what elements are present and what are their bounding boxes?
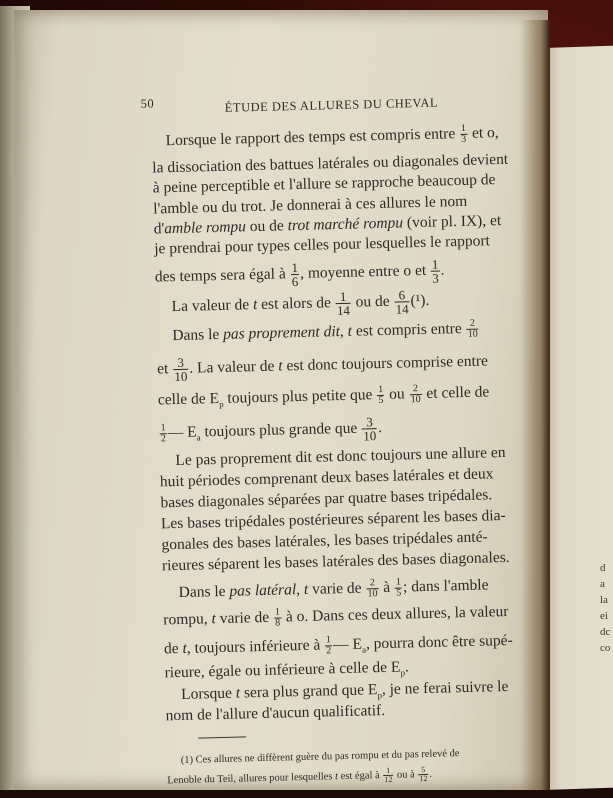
fraction: $\frac{1}{5}$ bbox=[395, 576, 402, 599]
text-line: de t, toujours inférieure à $\frac{1}{2}$ — $E_a$, pourra donc être supé- bbox=[163, 631, 513, 658]
text-line: Les bases tripédales postérieures séparent les bases dia- bbox=[160, 506, 506, 533]
text-line: Lorsque t sera plus grand que $E_p$, je ne ferai suivre le bbox=[180, 677, 509, 703]
fraction: $\frac{1}{3}$ bbox=[460, 122, 467, 145]
fraction: $\frac{3}{10}$ bbox=[174, 354, 188, 385]
text-line: rompu, t varie de $\frac{1}{8}$ à o. Dans ces deux allures, la valeur bbox=[163, 603, 509, 629]
text-line: à peine perceptible et l'allure se rapproche beaucoup de bbox=[152, 171, 496, 197]
fraction: $\frac{2}{10}$ bbox=[367, 577, 378, 600]
fraction: $\frac{1}{14}$ bbox=[336, 288, 351, 319]
text-line: d'amble rompu ou de trot marché rompu (voir pl. IX), et bbox=[153, 212, 502, 238]
fraction: $\frac{1}{5}$ bbox=[378, 383, 384, 407]
page-number: 50 bbox=[140, 96, 155, 111]
footnote-line: Lenoble du Teil, allures pour lesquelles t est égal à $\frac{1}{12}$ ou à $\frac{5}{12}$ . bbox=[167, 765, 433, 787]
text-line: La valeur de t est alors de $\frac{1}{14}$ ou de $\frac{6}{14}$ (¹). bbox=[171, 287, 430, 319]
facing-fragment: ei bbox=[600, 610, 608, 622]
fraction: $\frac{1}{3}$ bbox=[431, 256, 439, 286]
text-line: Lorsque le rapport des temps est compris entre $\frac{1}{3}$ et o, bbox=[165, 122, 499, 150]
text-line: gonales des bases latérales, les bases tripédales anté- bbox=[161, 528, 488, 554]
text-line: des temps sera égal à $\frac{1}{6}$ , moyenne entre o et $\frac{1}{3}$ . bbox=[154, 256, 445, 290]
fraction: $\frac{1}{6}$ bbox=[291, 259, 299, 290]
fraction: $\frac{2}{10}$ bbox=[467, 317, 478, 340]
text-line: la dissociation des battues latérales ou diagonales devient bbox=[152, 150, 509, 177]
fraction: $\frac{3}{10}$ bbox=[363, 414, 377, 444]
facing-fragment: co bbox=[600, 642, 611, 654]
text-line: rieures séparent les bases latérales des bases diagonales. bbox=[161, 548, 510, 575]
text-line: huit périodes comprenant deux bases latérales et deux bbox=[159, 465, 494, 491]
fraction: $\frac{1}{8}$ bbox=[274, 606, 281, 629]
text-line: bases diagonales séparées par quatre bases tripédales. bbox=[160, 486, 493, 512]
text-line: Le pas proprement dit est donc toujours une allure en bbox=[175, 443, 506, 470]
fraction: $\frac{5}{12}$ bbox=[419, 765, 428, 784]
fraction: $\frac{1}{2}$ bbox=[325, 634, 332, 657]
text-line: Dans le pas proprement dit, t est compris entre $\frac{2}{10}$ bbox=[172, 317, 478, 345]
facing-fragment: a bbox=[600, 578, 605, 590]
fraction: $\frac{6}{14}$ bbox=[395, 287, 409, 317]
fraction: $\frac{2}{10}$ bbox=[410, 383, 421, 406]
footnote-rule bbox=[198, 736, 246, 738]
text-line: celle de $E_p$ toujours plus petite que $\frac{1}{5}$ ou $\frac{2}{10}$ et celle de bbox=[157, 383, 490, 410]
text-line: Dans le pas latéral, t varie de $\frac{2}{10}$ à $\frac{1}{5}$ ; dans l'amble bbox=[178, 576, 489, 602]
text-line: l'amble ou du trot. Je donnerai à ces allures le nom bbox=[153, 192, 468, 218]
text-line: nom de l'allure d'aucun qualificatif. bbox=[165, 701, 386, 725]
facing-fragment: la bbox=[600, 594, 608, 606]
text-line: $\frac{1}{2}$ — $E_a$ toujours plus grande que $\frac{3}{10}$ . bbox=[160, 414, 383, 445]
footnote-line: (1) Ces allures ne diffèrent guère du pas rompu et du pas relevé de bbox=[180, 748, 460, 766]
text-line: je prendrai pour types celles pour lesquelles le rapport bbox=[154, 232, 491, 258]
text-line: et $\frac{3}{10}$ . La valeur de t est donc toujours comprise entre bbox=[156, 352, 489, 385]
fraction: $\frac{1}{12}$ bbox=[384, 765, 393, 785]
running-title: ÉTUDE DES ALLURES DU CHEVAL bbox=[224, 95, 439, 115]
facing-fragment: d bbox=[600, 562, 606, 574]
facing-fragment: dc bbox=[600, 626, 611, 638]
text-line: rieure, égale ou inférieure à celle de $E_p$. bbox=[164, 658, 409, 682]
fraction: $\frac{1}{2}$ bbox=[160, 422, 167, 445]
